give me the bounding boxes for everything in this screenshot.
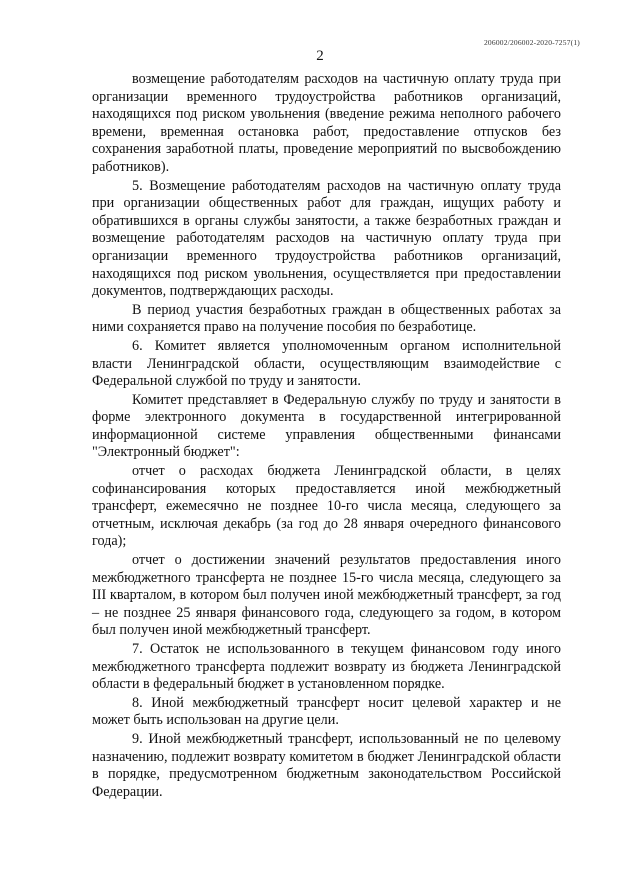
paragraph-item-5: 5. Возмещение работодателям расходов на частичную оплату труда при организации общественных работ для граждан, ищущих работу и обратившихся в органы службы занятости, а также безработных граждан и возмещение работодателям расходов на частичную оплату труда при организации временного трудоустройства работников организаций, находящихся под риском увольнения, осуществляется при предоставлении документов, подтверждающих расходы. xyxy=(92,177,561,300)
page-number: 2 xyxy=(316,48,324,64)
paragraph-item-8: 8. Иной межбюджетный трансферт носит целевой характер и не может быть использован на другие цели. xyxy=(92,694,561,729)
document-body xyxy=(92,71,561,801)
paragraph-expense-report: отчет о расходах бюджета Ленинградской области, в целях софинансирования которых предоставляется иной межбюджетный трансферт, ежемесячно не позднее 10-го числа месяца, следующего за отчетным, исключая декабрь (за год до 28 января очередного финансового года); xyxy=(92,463,561,550)
paragraph-results-report: отчет о достижении значений результатов предоставления иного межбюджетного трансферта не позднее 15-го числа месяца, следующего за III кварталом, в котором был получен иной межбюджетный трансферт, за год – не позднее 25 января финансового года, следующего за годом, в котором был получен иной межбюджетный трансферт. xyxy=(92,552,561,639)
paragraph-item-6: 6. Комитет является уполномоченным органом исполнительной власти Ленинградской области, осуществляющим взаимодействие с Федеральной службой по труду и занятости. xyxy=(92,337,561,390)
paragraph-item-7: 7. Остаток не использованного в текущем финансовом году иного межбюджетного трансферта подлежит возврату из бюджета Ленинградской области в федеральный бюджет в установленном порядке. xyxy=(92,641,561,693)
paragraph-committee-reports: Комитет представляет в Федеральную службу по труду и занятости в форме электронного документа в государственной интегрированной информационной системе управления общественными финансами "Электронный бюджет": xyxy=(92,391,561,461)
paragraph-unemployed-benefit: В период участия безработных граждан в общественных работах за ними сохраняется право на получение пособия по безработице. xyxy=(92,301,561,336)
paragraph-item-9: 9. Иной межбюджетный трансферт, использованный не по целевому назначению, подлежит возврату комитетом в бюджет Ленинградской области в порядке, предусмотренном бюджетным законодательством Российской Федерации. xyxy=(92,730,561,800)
paragraph-continuation: возмещение работодателям расходов на частичную оплату труда при организации временного трудоустройства работников организаций, находящихся под риском увольнения (введение режима неполного рабочего времени, временная остановка работ, предоставление отпусков без сохранения заработной платы, проведение мероприятий по высвобождению работников). xyxy=(92,71,561,175)
document-id: 206002/206002-2020-7257(1) xyxy=(483,38,580,47)
